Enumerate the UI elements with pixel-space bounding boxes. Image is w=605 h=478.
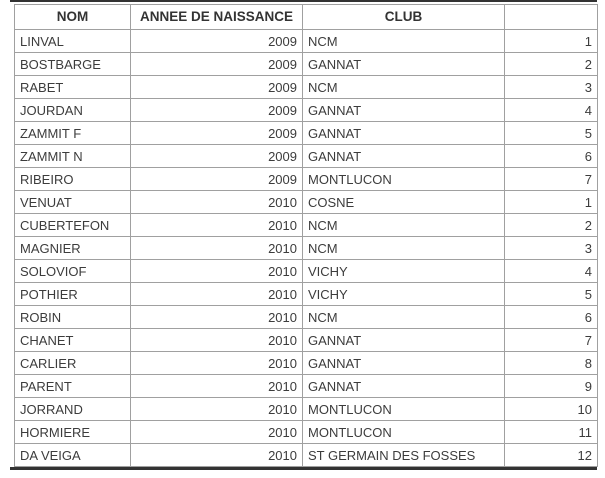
cell-rang: 7 [505,168,598,191]
cell-rang: 1 [505,30,598,53]
table-row [15,283,598,306]
top-border-line [10,0,597,2]
cell-annee: 2010 [131,352,303,375]
column-header-club: CLUB [303,5,505,30]
cell-nom: CUBERTEFON [15,214,131,237]
cell-rang: 2 [505,53,598,76]
cell-nom: PARENT [15,375,131,398]
cell-annee: 2010 [131,260,303,283]
cell-annee: 2010 [131,398,303,421]
cell-rang: 3 [505,76,598,99]
cell-annee: 2010 [131,329,303,352]
cell-nom: BOSTBARGE [15,53,131,76]
cell-club: GANNAT [303,122,505,145]
cell-club: GANNAT [303,375,505,398]
bottom-border-line [10,467,597,470]
results-table [14,4,598,467]
cell-nom: JORRAND [15,398,131,421]
cell-annee: 2010 [131,191,303,214]
table-header [15,5,598,30]
cell-annee: 2009 [131,30,303,53]
cell-club: GANNAT [303,329,505,352]
table-row [15,237,598,260]
table-row [15,398,598,421]
cell-club: MONTLUCON [303,398,505,421]
cell-annee: 2010 [131,421,303,444]
table-row [15,30,598,53]
cell-nom: ZAMMIT N [15,145,131,168]
cell-rang: 8 [505,352,598,375]
cell-annee: 2010 [131,214,303,237]
cell-annee: 2009 [131,145,303,168]
table-row [15,214,598,237]
table-row [15,53,598,76]
header-row [15,5,598,30]
cell-nom: HORMIERE [15,421,131,444]
cell-nom: VENUAT [15,191,131,214]
column-header-rang [505,5,598,30]
cell-annee: 2010 [131,237,303,260]
cell-rang: 12 [505,444,598,467]
cell-annee: 2010 [131,283,303,306]
cell-rang: 3 [505,237,598,260]
cell-rang: 2 [505,214,598,237]
table-row [15,191,598,214]
cell-rang: 9 [505,375,598,398]
table-row [15,122,598,145]
cell-annee: 2009 [131,76,303,99]
cell-annee: 2010 [131,375,303,398]
table-row [15,76,598,99]
cell-annee: 2009 [131,122,303,145]
cell-club: VICHY [303,283,505,306]
cell-rang: 4 [505,99,598,122]
cell-annee: 2009 [131,99,303,122]
table-row [15,375,598,398]
table-row [15,168,598,191]
table-row [15,306,598,329]
cell-club: MONTLUCON [303,421,505,444]
cell-club: ST GERMAIN DES FOSSES [303,444,505,467]
column-header-annee: ANNEE DE NAISSANCE [131,5,303,30]
table-row [15,444,598,467]
cell-club: GANNAT [303,352,505,375]
cell-nom: DA VEIGA [15,444,131,467]
cell-club: VICHY [303,260,505,283]
cell-club: NCM [303,214,505,237]
cell-rang: 7 [505,329,598,352]
cell-club: MONTLUCON [303,168,505,191]
cell-nom: ZAMMIT F [15,122,131,145]
cell-club: NCM [303,237,505,260]
cell-nom: RABET [15,76,131,99]
cell-annee: 2010 [131,306,303,329]
cell-club: GANNAT [303,53,505,76]
cell-nom: JOURDAN [15,99,131,122]
cell-nom: MAGNIER [15,237,131,260]
table-row [15,145,598,168]
cell-club: NCM [303,30,505,53]
table-row [15,352,598,375]
cell-nom: LINVAL [15,30,131,53]
table-row [15,260,598,283]
cell-club: NCM [303,76,505,99]
cell-rang: 6 [505,306,598,329]
cell-club: GANNAT [303,99,505,122]
cell-nom: POTHIER [15,283,131,306]
cell-rang: 1 [505,191,598,214]
cell-club: COSNE [303,191,505,214]
cell-annee: 2009 [131,168,303,191]
cell-annee: 2009 [131,53,303,76]
cell-nom: ROBIN [15,306,131,329]
cell-nom: RIBEIRO [15,168,131,191]
cell-club: GANNAT [303,145,505,168]
cell-rang: 4 [505,260,598,283]
cell-club: NCM [303,306,505,329]
cell-rang: 5 [505,122,598,145]
cell-nom: CARLIER [15,352,131,375]
table-body [15,30,598,467]
cell-annee: 2010 [131,444,303,467]
cell-rang: 10 [505,398,598,421]
column-header-nom: NOM [15,5,131,30]
cell-rang: 5 [505,283,598,306]
table-row [15,329,598,352]
cell-nom: SOLOVIOF [15,260,131,283]
table-row [15,99,598,122]
cell-rang: 11 [505,421,598,444]
cell-nom: CHANET [15,329,131,352]
cell-rang: 6 [505,145,598,168]
table-row [15,421,598,444]
